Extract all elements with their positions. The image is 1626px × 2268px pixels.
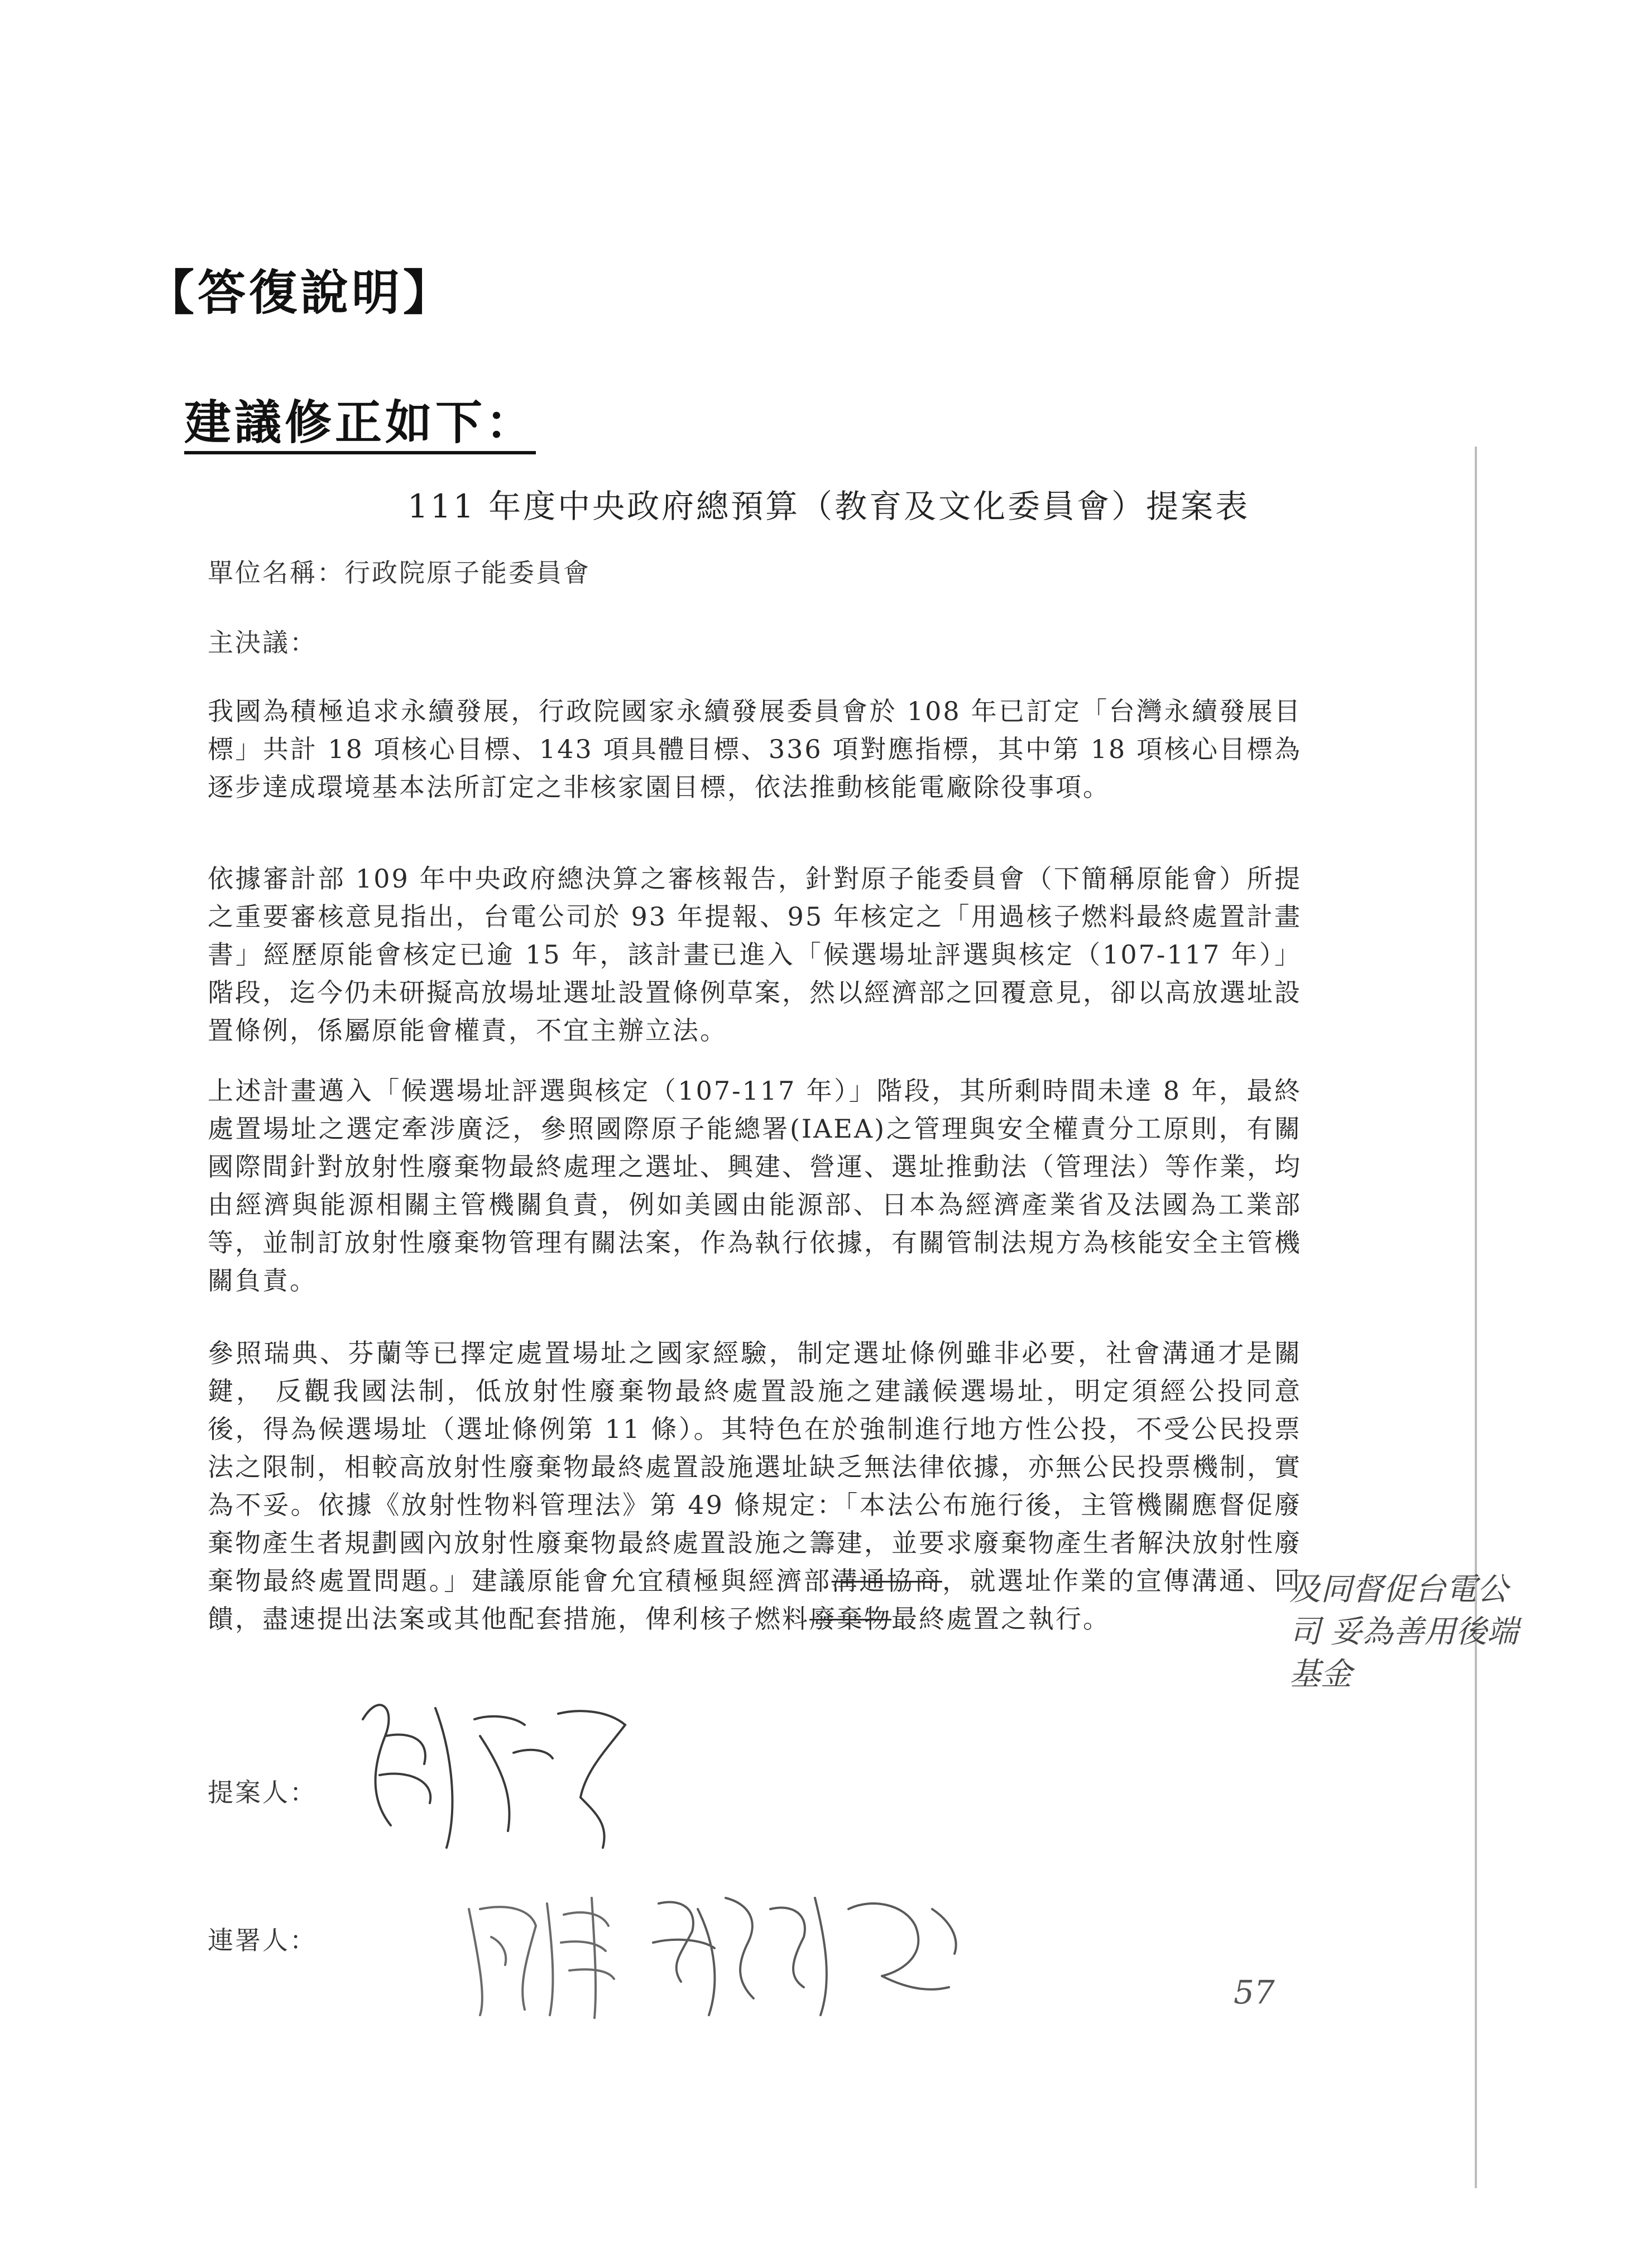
scan-page-edge: [1475, 447, 1477, 2188]
struck-text-communication: 溝通協商: [831, 1566, 942, 1596]
recommendation-text-end: 最終處置之執行。: [891, 1604, 1110, 1634]
proposal-form-title: 111 年度中央政府總預算（教育及文化委員會）提案表: [407, 487, 1250, 525]
main-resolution-label: 主決議：: [208, 627, 317, 658]
recommendation-text-main: 參照瑞典、芬蘭等已擇定處置場址之國家經驗，制定選址條例雖非必要，社會溝通才是關鍵， 反觀我國法制，低放射性廢棄物最終處置設施之建議候選場址，明定須經公投同意後，得為候選場址（選址條例第 11 條）。其特色在於強制進行地方性公投，不受公民投票法之限制，相較高放射性廢棄物最終處置設施選址缺乏無法律依據，亦無公民投票機制，實為不妥。依據《放射性物料管理法》第 49 條規定：「本法公布施行後，主管機關應督促廢棄物產生者規劃國內放射性廢棄物最終處置設施之籌建，並要求廢棄物產生者解決放射性廢棄物最終處置問題。」建議原能會允宜積極與經濟部: [208, 1338, 1302, 1596]
page-number: 57: [1234, 1973, 1275, 2011]
recommendation-text-mid: ，就選址作業的宣傳溝通、回饋，盡速提出法案或其他配套措施，俾利核子燃料: [208, 1566, 1302, 1634]
paragraph-sustainability-goals: 我國為積極追求永續發展，行政院國家永續發展委員會於 108 年已訂定「台灣永續發展目標」共計 18 項核心目標、143 項具體目標、336 項對應指標，其中第 18 項核心目標為逐步達成環境基本法所訂定之非核家園目標，依法推動核能電廠除役事項。: [208, 696, 1302, 802]
proposer-label: 提案人：: [208, 1777, 317, 1807]
paragraph-site-selection: 上述計畫邁入「候選場址評選與核定（107-117 年）」階段，其所剩時間未達 8 年，最終處置場址之選定牽涉廣泛，參照國際原子能總署(IAEA)之管理與安全權責分工原則，有關國際間針對放射性廢棄物最終處理之選址、興建、營運、選址推動法（管理法）等作業，均由經濟與能源相關主管機關負責，例如美國由能源部、日本為經濟產業省及法國為工業部等，並制訂放射性廢棄物管理有關法案，作為執行依據，有關管制法規方為核能安全主管機關負責。: [208, 1076, 1302, 1296]
cosigner-signatures: [458, 1876, 988, 2021]
paragraph-recommendation: [208, 1334, 1302, 1638]
struck-text-waste: 廢棄物: [809, 1604, 891, 1634]
handwritten-margin-note: 及同督促台電公司 妥為善用後端基金: [1289, 1571, 1518, 1692]
paragraph-audit-report: 依據審計部 109 年中央政府總決算之審核報告，針對原子能委員會（下簡稱原能會）所提之重要審核意見指出，台電公司於 93 年提報、95 年核定之「用過核子燃料最終處置計畫書」經歷原能會核定已逾 15 年，該計畫已進入「候選場址評選與核定（107-117 年）」階段，迄今仍未研擬高放場址選址設置條例草案，然以經濟部之回覆意見，卻以高放選址設置條例，係屬原能會權責，不宜主辦立法。: [208, 864, 1302, 1046]
reply-heading: 【答復說明】: [146, 265, 454, 321]
proposer-signature: [346, 1686, 659, 1859]
amendment-heading: 建議修正如下：: [184, 395, 536, 450]
unit-name-line: 單位名稱：行政院原子能委員會: [208, 558, 591, 588]
cosigner-label: 連署人：: [208, 1925, 317, 1955]
